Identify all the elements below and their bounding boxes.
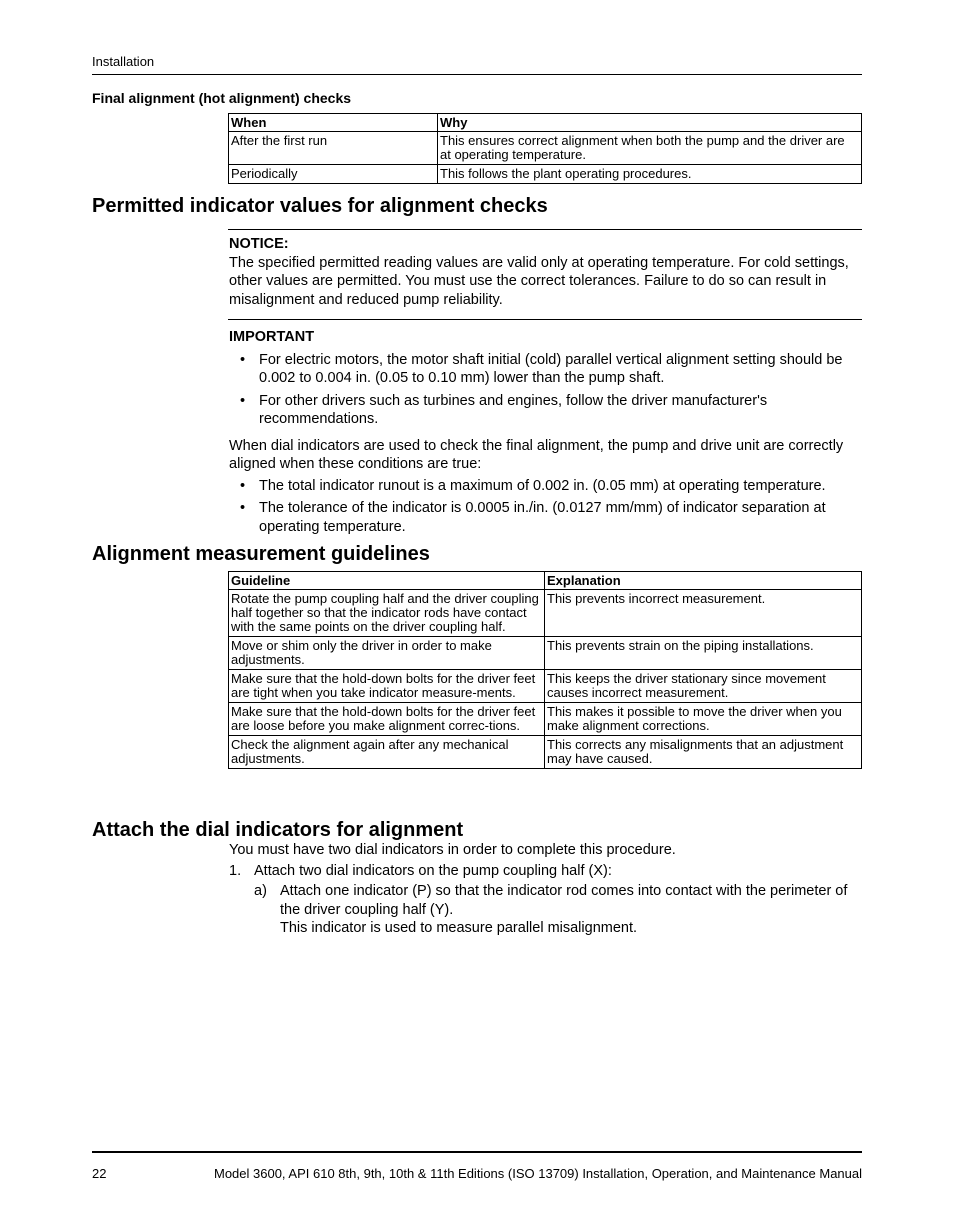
table-cell: This prevents strain on the piping installations. — [545, 637, 862, 670]
dial-conditions-list — [229, 477, 859, 537]
table-cell: This corrects any misalignments that an adjustment may have caused. — [545, 736, 862, 769]
important-list — [229, 351, 859, 429]
notice-bottom-rule — [228, 319, 862, 320]
table-cell: Rotate the pump coupling half and the driver coupling half together so that the indicator rods have contact with the same points on the driver coupling half. — [229, 590, 545, 637]
table-row — [229, 590, 862, 637]
table-cell: Move or shim only the driver in order to make adjustments. — [229, 637, 545, 670]
list-item: • For electric motors, the motor shaft initial (cold) parallel vertical alignment setting should be 0.002 to 0.004 in. (0.05 to 0.10 mm) lower than the pump shaft. — [240, 351, 843, 386]
list-item: • The tolerance of the indicator is 0.0005 in./in. (0.0127 mm/mm) of indicator separation at operating temperature. — [240, 500, 826, 535]
table-header-row — [229, 114, 862, 132]
guidelines-heading: Alignment measurement guidelines — [92, 543, 430, 565]
table-cell: This prevents incorrect measurement. — [545, 590, 862, 637]
table-cell: This makes it possible to move the driver when you make alignment corrections. — [545, 703, 862, 736]
column-header-why: Why — [438, 114, 862, 132]
column-header-when: When — [229, 114, 438, 132]
running-header: Installation — [92, 54, 155, 69]
bullet-icon: • — [240, 351, 246, 368]
procedure-step-1 — [229, 862, 859, 881]
guidelines-table — [228, 571, 862, 769]
table-cell: This follows the plant operating procedures. — [438, 165, 862, 184]
table-cell: Periodically — [229, 165, 438, 184]
substep-note: This indicator is used to measure parallel misalignment. — [280, 920, 638, 936]
table-cell: Check the alignment again after any mechanical adjustments. — [229, 736, 545, 769]
list-item: • The total indicator runout is a maximum of 0.002 in. (0.05 mm) at operating temperature. — [240, 477, 826, 494]
dial-intro-text: When dial indicators are used to check the final alignment, the pump and drive unit are correctly aligned when these conditions are true: — [229, 437, 844, 472]
table-row — [229, 670, 862, 703]
page-number: 22 — [92, 1166, 107, 1181]
header-divider — [92, 74, 862, 75]
table-row — [229, 736, 862, 769]
step-text: Attach two dial indicators on the pump coupling half (X): — [254, 862, 612, 879]
attach-indicators-heading: Attach the dial indicators for alignment — [92, 819, 464, 841]
attach-procedure — [229, 841, 859, 938]
step-number: 1. — [229, 862, 242, 879]
procedure-step-1a — [229, 882, 859, 938]
bullet-icon: • — [240, 500, 246, 516]
table-cell: Make sure that the hold-down bolts for the driver feet are loose before you make alignment correc-tions. — [229, 703, 545, 736]
bullet-icon: • — [240, 392, 246, 409]
list-item: • For other drivers such as turbines and engines, follow the driver manufacturer's recommendations. — [240, 392, 768, 427]
table-cell: This keeps the driver stationary since movement causes incorrect measurement. — [545, 670, 862, 703]
important-block — [229, 328, 859, 540]
final-alignment-table — [228, 113, 862, 184]
table-row — [229, 703, 862, 736]
notice-label: NOTICE: — [229, 236, 289, 252]
manual-title: Model 3600, API 610 8th, 9th, 10th & 11th Editions (ISO 13709) Installation, Operation, and Maintenance Manual — [213, 1166, 862, 1181]
table-cell: Make sure that the hold-down bolts for the driver feet are tight when you take indicator measure-ments. — [229, 670, 545, 703]
footer-divider — [92, 1151, 862, 1153]
table-cell: This ensures correct alignment when both the pump and the driver are at operating temperature. — [438, 132, 862, 165]
final-alignment-heading: Final alignment (hot alignment) checks — [92, 90, 352, 106]
permitted-values-heading: Permitted indicator values for alignment checks — [92, 195, 548, 217]
notice-top-rule — [228, 229, 862, 230]
table-header-row — [229, 572, 862, 590]
important-label: IMPORTANT — [229, 329, 315, 345]
attach-intro: You must have two dial indicators in order to complete this procedure. — [229, 842, 676, 858]
table-cell: After the first run — [229, 132, 438, 165]
table-row — [229, 637, 862, 670]
substep-letter: a) — [254, 883, 267, 899]
table-row — [229, 165, 862, 184]
column-header-explanation: Explanation — [545, 572, 862, 590]
notice-text: The specified permitted reading values are valid only at operating temperature. For cold settings, other values are permitted. You must use the correct tolerances. Failure to do so can result in misalignment and reduced pump reliability. — [229, 254, 849, 308]
notice-block — [229, 235, 859, 309]
bullet-icon: • — [240, 477, 246, 494]
substep-text: Attach one indicator (P) so that the indicator rod comes into contact with the perimeter of the driver coupling half (Y). — [280, 883, 848, 918]
column-header-guideline: Guideline — [229, 572, 545, 590]
table-row — [229, 132, 862, 165]
